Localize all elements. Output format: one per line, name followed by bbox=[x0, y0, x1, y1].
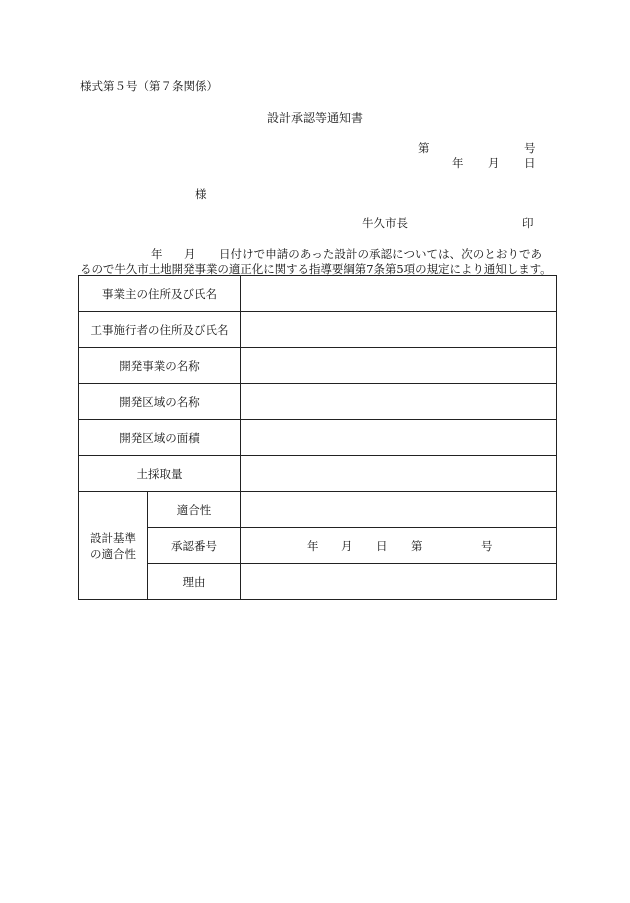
row-value-field[interactable] bbox=[241, 420, 557, 456]
row-label: 事業主の住所及び氏名 bbox=[79, 276, 241, 312]
conformity-value-field[interactable] bbox=[241, 492, 557, 528]
conformity-label: 適合性 bbox=[148, 492, 241, 528]
table-row bbox=[79, 456, 557, 492]
group-label-line-1: 設計基準 bbox=[90, 530, 136, 545]
document-number-suffix: 号 bbox=[524, 141, 536, 155]
table-row bbox=[79, 348, 557, 384]
approval-number-suffix: 号 bbox=[481, 539, 493, 553]
group-label-line-2: の適合性 bbox=[90, 546, 136, 561]
document-title: 設計承認等通知書 bbox=[266, 111, 363, 125]
body-text-line-1: 日付けで申請のあった設計の承認については、次のとおりであ bbox=[219, 247, 543, 261]
row-value-field[interactable] bbox=[241, 312, 557, 348]
approval-number-field[interactable] bbox=[241, 528, 557, 564]
addressee-honorific: 様 bbox=[195, 187, 207, 201]
row-label: 開発区域の名称 bbox=[79, 384, 241, 420]
approval-month-label: 月 bbox=[341, 539, 353, 553]
row-label: 開発区域の面積 bbox=[79, 420, 241, 456]
row-value-field[interactable] bbox=[241, 384, 557, 420]
body-month-label: 月 bbox=[184, 247, 196, 261]
row-value-field[interactable] bbox=[241, 456, 557, 492]
reason-value-field[interactable] bbox=[241, 564, 557, 600]
issuer-name: 牛久市長 bbox=[362, 216, 408, 230]
table-row bbox=[79, 276, 557, 312]
issuer-seal-mark: 印 bbox=[522, 216, 534, 230]
date-year-label: 年 bbox=[452, 156, 464, 170]
approval-year-label: 年 bbox=[307, 539, 319, 553]
body-year-label: 年 bbox=[151, 247, 163, 261]
table-row bbox=[79, 384, 557, 420]
date-day-label: 日 bbox=[524, 156, 536, 170]
table-row bbox=[79, 564, 557, 600]
table-row bbox=[79, 312, 557, 348]
design-standard-group-label bbox=[79, 492, 148, 600]
table-row bbox=[79, 420, 557, 456]
table-row bbox=[79, 492, 557, 528]
row-value-field[interactable] bbox=[241, 348, 557, 384]
row-label: 土採取量 bbox=[79, 456, 241, 492]
approval-number-prefix: 第 bbox=[411, 539, 423, 553]
form-number: 様式第５号（第７条関係） bbox=[80, 79, 218, 93]
document-number-prefix: 第 bbox=[418, 141, 430, 155]
approval-day-label: 日 bbox=[376, 539, 388, 553]
row-value-field[interactable] bbox=[241, 276, 557, 312]
reason-label: 理由 bbox=[148, 564, 241, 600]
row-label: 開発事業の名称 bbox=[79, 348, 241, 384]
notification-table bbox=[78, 275, 557, 600]
date-month-label: 月 bbox=[488, 156, 500, 170]
table-row bbox=[79, 528, 557, 564]
row-label: 工事施行者の住所及び氏名 bbox=[79, 312, 241, 348]
approval-number-label: 承認番号 bbox=[148, 528, 241, 564]
body-text-line-2: るので牛久市土地開発事業の適正化に関する指導要綱第7条第5項の規定により通知します。 bbox=[80, 262, 552, 276]
